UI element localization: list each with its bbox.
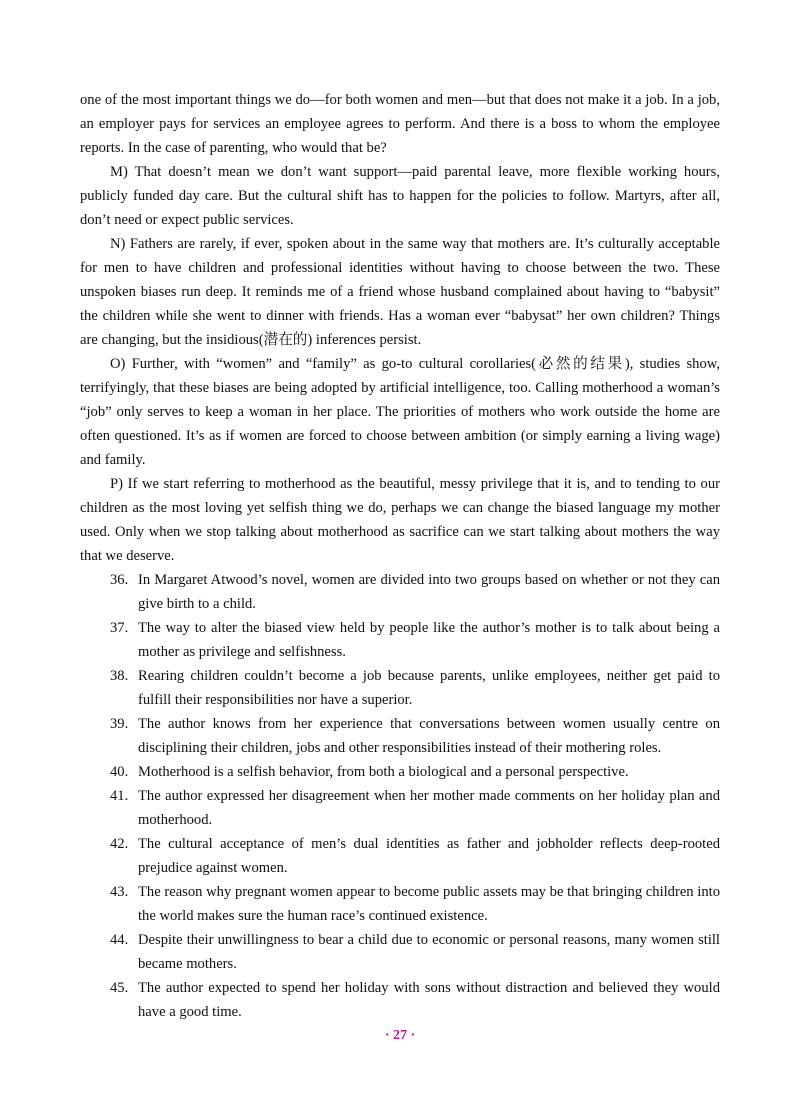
question-text: The author expressed her disagreement when her mother made comments on her holiday plan and motherhood. — [138, 788, 720, 828]
question-text: The reason why pregnant women appear to become public assets may be that bringing children into the world makes sure the human race’s continued existence. — [138, 884, 720, 924]
question-number: 38. — [110, 668, 129, 684]
question-number: 36. — [110, 572, 129, 588]
question-item — [80, 880, 720, 928]
question-text: Motherhood is a selfish behavior, from both a biological and a personal perspective. — [138, 764, 629, 780]
question-text: Rearing children couldn’t become a job because parents, unlike employees, neither get paid to fulfill their responsibilities nor have a superior. — [138, 668, 720, 708]
question-text: The author knows from her experience that conversations between women usually centre on disciplining their children, jobs and other responsibilities instead of their mothering roles. — [138, 716, 720, 756]
paragraph-n: N) Fathers are rarely, if ever, spoken about in the same way that mothers are. It’s culturally acceptable for men to have children and professional identities without having to choose between the two. These unspoken biases run deep. It reminds me of a friend whose husband complained about having to “babysit” the children while she went to dinner with friends. Has a woman ever “babysat” her own children? Things are changing, but the insidious(潜在的) inferences persist. — [80, 236, 720, 348]
question-item — [80, 976, 720, 1024]
passage-continuation: one of the most important things we do—for both women and men—but that does not make it a job. In a job, an employer pays for services an employee agrees to perform. And there is a boss to whom the employee reports. In the case of parenting, who would that be? — [80, 92, 720, 156]
question-text: Despite their unwillingness to bear a child due to economic or personal reasons, many women still became mothers. — [138, 932, 720, 972]
question-list — [80, 568, 720, 1024]
question-item — [80, 712, 720, 760]
question-text: The way to alter the biased view held by people like the author’s mother is to talk about being a mother as privilege and selfishness. — [138, 620, 720, 660]
page-number: · 27 · — [384, 1028, 416, 1043]
question-text: The cultural acceptance of men’s dual identities as father and jobholder reflects deep-rooted prejudice against women. — [138, 836, 720, 876]
paragraph-p: P) If we start referring to motherhood as the beautiful, messy privilege that it is, and to tending to our children as the most loving yet selfish thing we do, perhaps we can change the biased language my mother used. Only when we stop talking about motherhood as sacrifice can we start talking about mothers the way that we deserve. — [80, 476, 720, 564]
document-page — [80, 88, 720, 1024]
question-number: 43. — [110, 884, 129, 900]
question-item — [80, 616, 720, 664]
question-number: 41. — [110, 788, 129, 804]
question-item — [80, 760, 720, 784]
question-item — [80, 568, 720, 616]
question-number: 45. — [110, 980, 129, 996]
question-text: The author expected to spend her holiday with sons without distraction and believed they would have a good time. — [138, 980, 720, 1020]
question-item — [80, 928, 720, 976]
question-number: 42. — [110, 836, 129, 852]
question-number: 39. — [110, 716, 129, 732]
question-item — [80, 832, 720, 880]
question-number: 40. — [110, 764, 129, 780]
question-item — [80, 784, 720, 832]
question-number: 37. — [110, 620, 129, 636]
paragraph-m: M) That doesn’t mean we don’t want support—paid parental leave, more flexible working hours, publicly funded day care. But the cultural shift has to happen for the policies to follow. Martyrs, after all, don’t need or expect public services. — [80, 164, 720, 228]
question-item — [80, 664, 720, 712]
question-number: 44. — [110, 932, 129, 948]
question-text: In Margaret Atwood’s novel, women are divided into two groups based on whether or not they can give birth to a child. — [138, 572, 720, 612]
paragraph-o: O) Further, with “women” and “family” as go-to cultural corollaries(必然的结果), studies show, terrifyingly, that these biases are being adopted by artificial intelligence, too. Calling motherhood a woman’s “job” only serves to keep a woman in her place. The priorities of mothers who work outside the home are often questioned. It’s as if women are forced to choose between ambition (or simply earning a living wage) and family. — [80, 356, 720, 468]
